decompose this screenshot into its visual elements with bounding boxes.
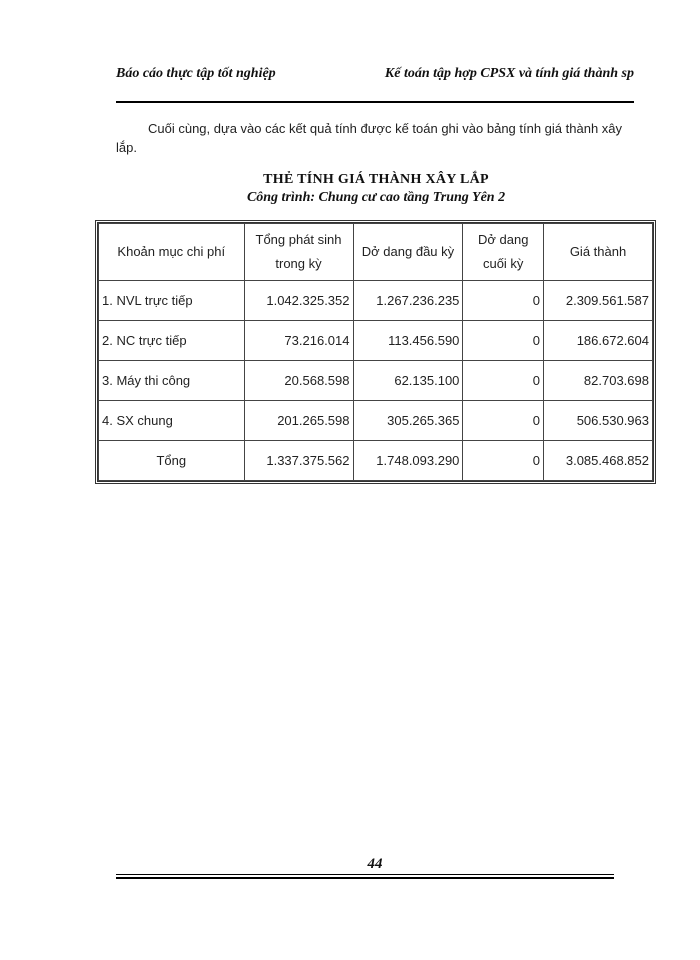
table-total-row <box>99 441 653 481</box>
cell-cost-price: 2.309.561.587 <box>544 281 653 321</box>
footer-divider <box>116 874 614 875</box>
cell-wip-closing: 0 <box>463 321 544 361</box>
header-right-title: Kế toán tập hợp CPSX và tính giá thành sp <box>384 66 634 81</box>
total-cost-price: 3.085.468.852 <box>544 441 653 481</box>
cell-total-incurred: 73.216.014 <box>244 321 353 361</box>
header-divider <box>116 101 634 103</box>
header-wip-closing: Dở dang cuối kỳ <box>463 224 544 281</box>
table-subtitle: Công trình: Chung cư cao tầng Trung Yên 2 <box>246 190 506 205</box>
row-label: 3. Máy thi công <box>99 361 245 401</box>
cell-cost-price: 82.703.698 <box>544 361 653 401</box>
cell-cost-price: 506.530.963 <box>544 401 653 441</box>
cell-wip-opening: 1.267.236.235 <box>353 281 463 321</box>
row-label: 1. NVL trực tiếp <box>99 281 245 321</box>
total-wip-opening: 1.748.093.290 <box>353 441 463 481</box>
footer-divider-thick <box>116 877 614 879</box>
table-title: THẺ TÍNH GIÁ THÀNH XÂY LẮP <box>263 172 489 187</box>
table-row <box>99 361 653 401</box>
table-header-row <box>99 224 653 281</box>
table-row <box>99 321 653 361</box>
table-row <box>99 281 653 321</box>
header-total-incurred: Tổng phát sinh trong kỳ <box>244 224 353 281</box>
cell-wip-closing: 0 <box>463 401 544 441</box>
row-label: 4. SX chung <box>99 401 245 441</box>
page-number: 44 <box>367 856 383 872</box>
header-wip-opening: Dở dang đầu kỳ <box>353 224 463 281</box>
cell-wip-closing: 0 <box>463 281 544 321</box>
total-label: Tổng <box>99 441 245 481</box>
header-cost-item: Khoản mục chi phí <box>99 224 245 281</box>
table-row <box>99 401 653 441</box>
row-label: 2. NC trực tiếp <box>99 321 245 361</box>
total-wip-closing: 0 <box>463 441 544 481</box>
cell-total-incurred: 1.042.325.352 <box>244 281 353 321</box>
header-cost-price: Giá thành <box>544 224 653 281</box>
cell-wip-closing: 0 <box>463 361 544 401</box>
intro-paragraph: Cuối cùng, dựa vào các kết quả tính được kế toán ghi vào bảng tính giá thành xây lắp. <box>116 121 623 155</box>
cell-wip-opening: 113.456.590 <box>353 321 463 361</box>
cell-total-incurred: 201.265.598 <box>244 401 353 441</box>
header-left-title: Báo cáo thực tập tốt nghiệp <box>116 66 276 81</box>
cell-total-incurred: 20.568.598 <box>244 361 353 401</box>
cell-cost-price: 186.672.604 <box>544 321 653 361</box>
cell-wip-opening: 305.265.365 <box>353 401 463 441</box>
cell-wip-opening: 62.135.100 <box>353 361 463 401</box>
cost-table <box>95 220 656 484</box>
total-incurred: 1.337.375.562 <box>244 441 353 481</box>
